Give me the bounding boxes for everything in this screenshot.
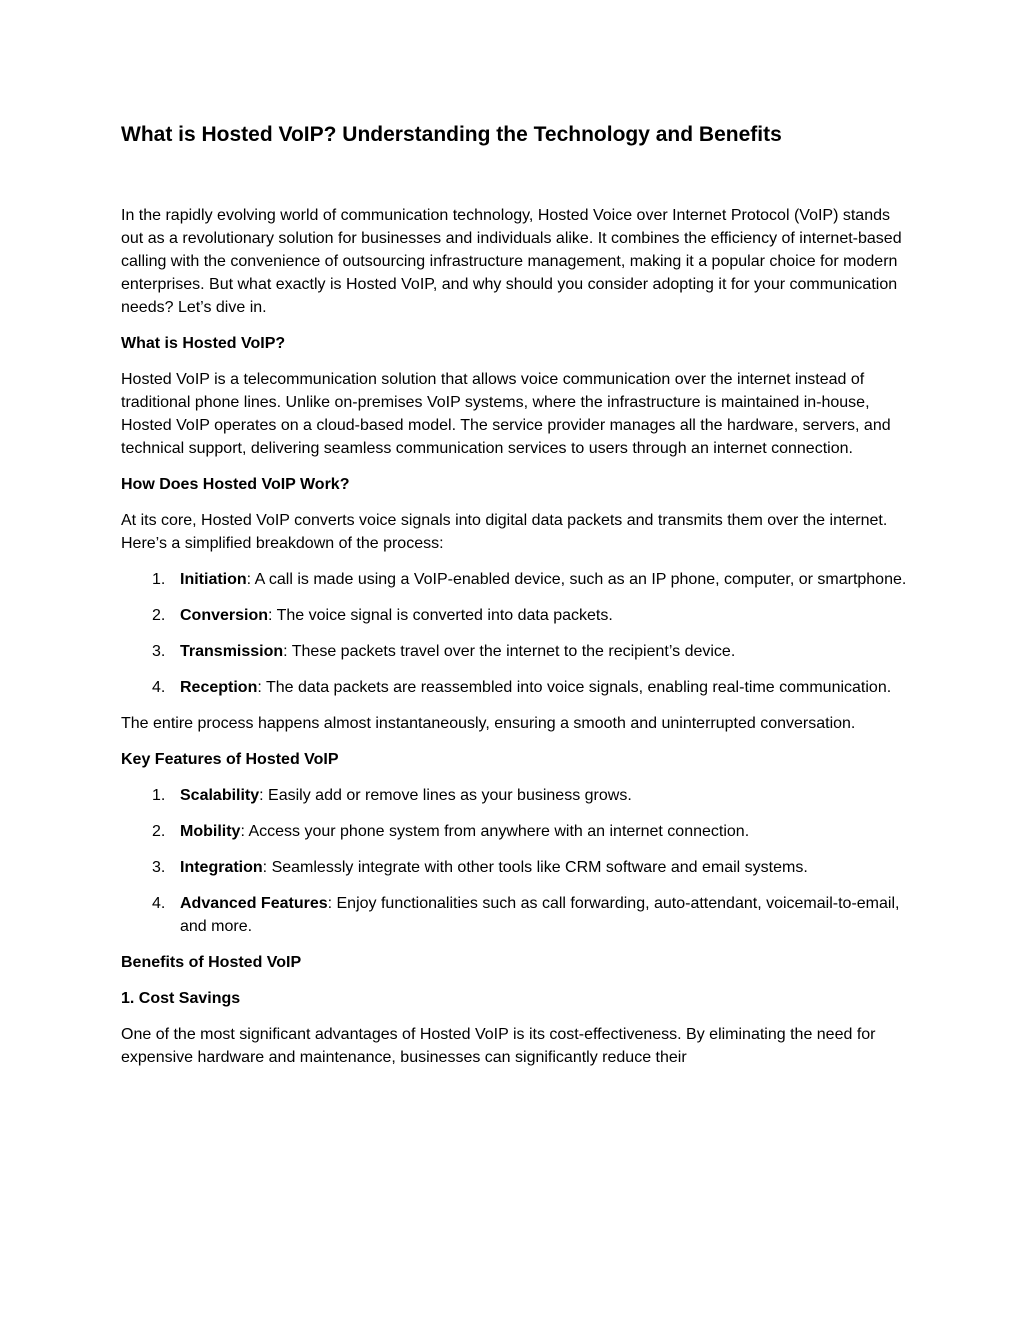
feature-term: Advanced Features — [180, 895, 328, 912]
step-description: : These packets travel over the internet to the recipient’s device. — [283, 643, 736, 660]
step-term: Transmission — [180, 643, 284, 660]
list-item — [121, 640, 911, 663]
cost-savings-paragraph: One of the most significant advantages of Hosted VoIP is its cost-effectiveness. By eliminating the need for expensive hardware and maintenance, businesses can significantly reduce their — [121, 1026, 876, 1066]
feature-description: : Seamlessly integrate with other tools like CRM software and email systems. — [262, 859, 808, 876]
intro-paragraph: In the rapidly evolving world of communication technology, Hosted Voice over Internet Protocol (VoIP) stands out as a revolutionary solution for businesses and individuals alike. It combines the efficiency of internet-based calling with the convenience of outsourcing infrastructure management, making it a popular choice for modern enterprises. But what exactly is Hosted VoIP, and why should you consider adopting it for your communication needs? Let’s dive in. — [121, 207, 902, 316]
list-item — [121, 820, 911, 843]
process-steps-list — [121, 568, 911, 699]
what-heading: What is Hosted VoIP? — [121, 335, 286, 352]
list-item — [121, 856, 911, 879]
list-number: 4. — [152, 679, 166, 696]
document-title: What is Hosted VoIP? Understanding the Technology and Benefits — [121, 123, 782, 146]
list-number: 1. — [152, 571, 166, 588]
step-description: : The data packets are reassembled into voice signals, enabling real-time communication. — [257, 679, 892, 696]
feature-term: Integration — [180, 859, 263, 876]
cost-savings-heading: 1. Cost Savings — [121, 990, 241, 1007]
list-number: 2. — [152, 823, 166, 840]
step-term: Reception — [180, 679, 258, 696]
list-number: 4. — [152, 895, 166, 912]
feature-term: Mobility — [180, 823, 241, 840]
features-heading: Key Features of Hosted VoIP — [121, 751, 339, 768]
how-closing-paragraph: The entire process happens almost instantaneously, ensuring a smooth and uninterrupted conversation. — [121, 715, 856, 732]
document-body — [121, 204, 911, 1082]
step-term: Conversion — [180, 607, 269, 624]
feature-description: : Enjoy functionalities such as call forwarding, auto-attendant, voicemail-to-email, and more. — [180, 895, 900, 935]
step-description: : A call is made using a VoIP-enabled device, such as an IP phone, computer, or smartphone. — [246, 571, 907, 588]
feature-term: Scalability — [180, 787, 260, 804]
list-number: 1. — [152, 787, 166, 804]
step-description: : The voice signal is converted into data packets. — [268, 607, 613, 624]
how-heading: How Does Hosted VoIP Work? — [121, 476, 350, 493]
feature-description: : Access your phone system from anywhere with an internet connection. — [240, 823, 750, 840]
what-paragraph: Hosted VoIP is a telecommunication solution that allows voice communication over the internet instead of traditional phone lines. Unlike on-premises VoIP systems, where the infrastructure is maintained in-house, Hosted VoIP operates on a cloud-based model. The service provider manages all the hardware, servers, and technical support, delivering seamless communication services to users through an internet connection. — [121, 371, 891, 457]
list-item — [121, 892, 911, 938]
step-term: Initiation — [180, 571, 247, 588]
how-paragraph: At its core, Hosted VoIP converts voice signals into digital data packets and transmits them over the internet. Here’s a simplified breakdown of the process: — [121, 512, 888, 552]
list-item — [121, 604, 911, 627]
benefits-heading: Benefits of Hosted VoIP — [121, 954, 302, 971]
features-list — [121, 784, 911, 938]
list-item — [121, 784, 911, 807]
feature-description: : Easily add or remove lines as your business grows. — [259, 787, 632, 804]
list-item — [121, 568, 911, 591]
list-number: 3. — [152, 859, 166, 876]
list-number: 2. — [152, 607, 166, 624]
list-item — [121, 676, 911, 699]
list-number: 3. — [152, 643, 166, 660]
